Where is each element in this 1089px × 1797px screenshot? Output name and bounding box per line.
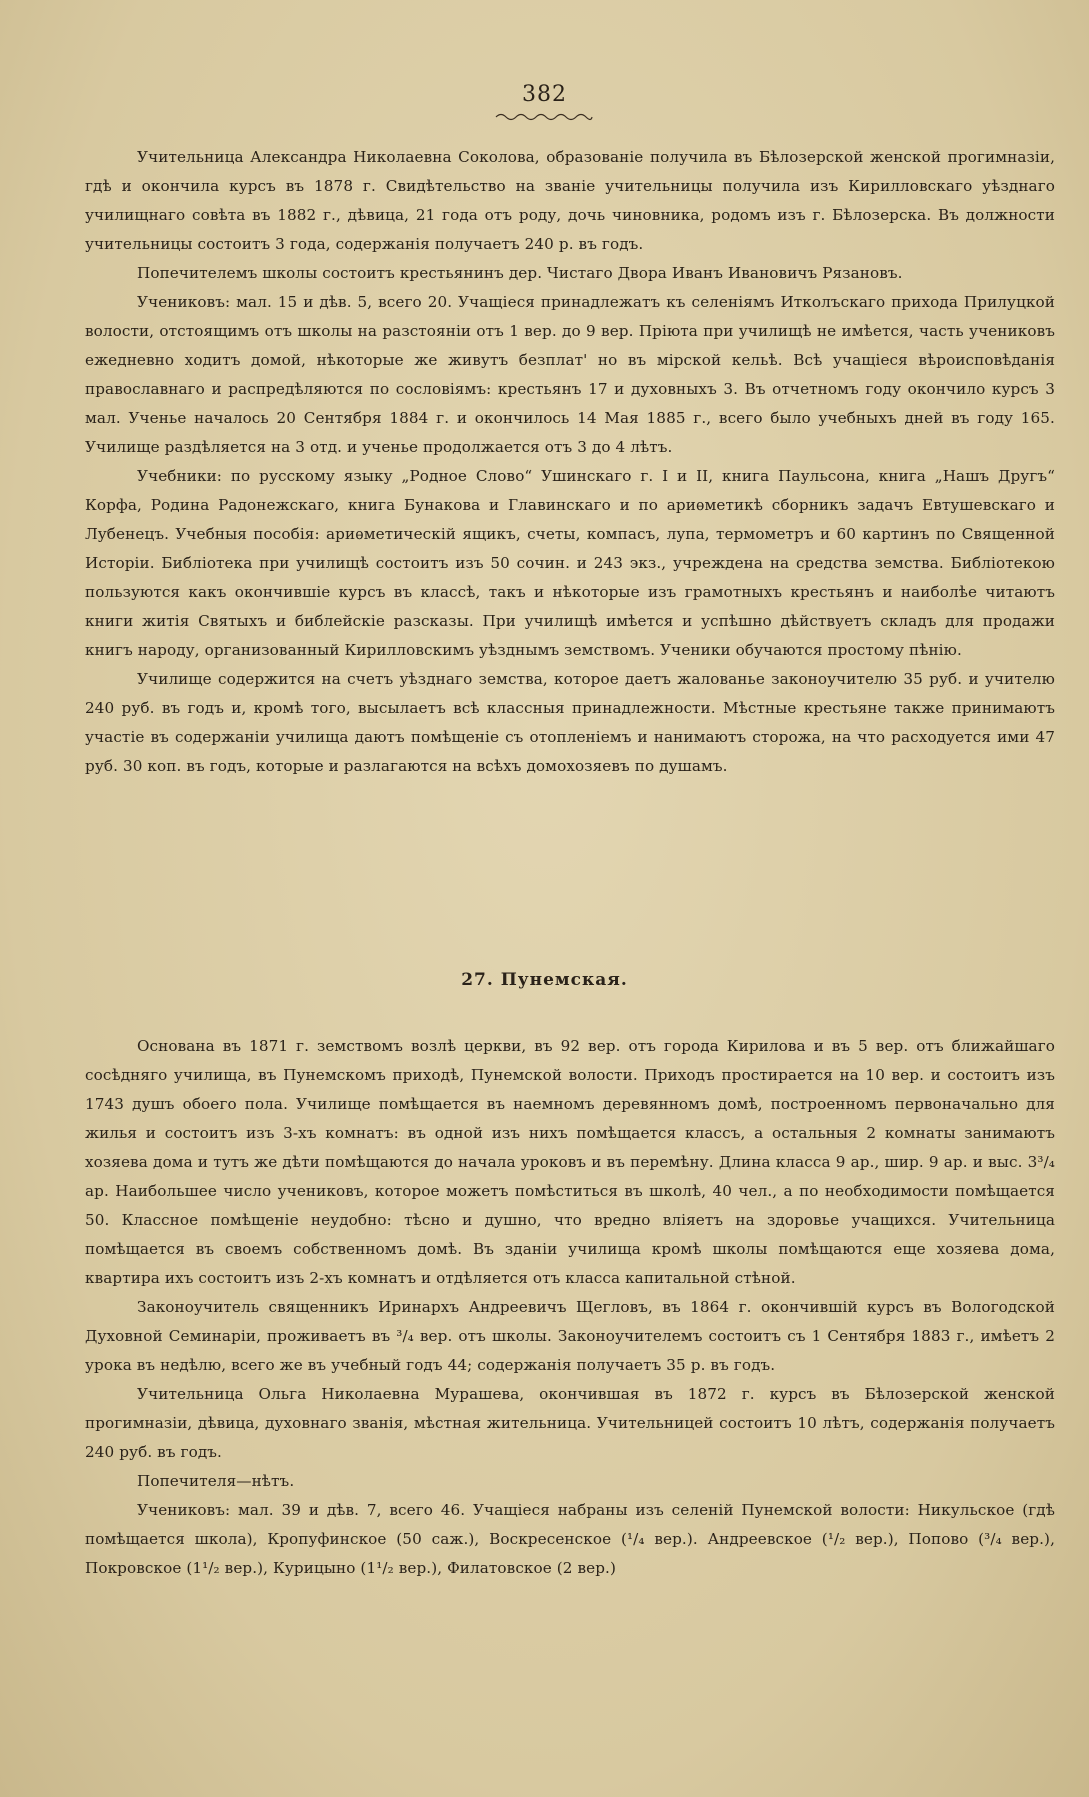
paragraph: Законоучитель священникъ Иринархъ Андреевичъ Щегловъ, въ 1864 г. окончившій курсъ въ Вологодской Духовной Семинаріи, проживаетъ въ ³/₄ вер. отъ школы. Законоучителемъ состоитъ съ 1 Сентября 1883 г., имѣетъ 2 урока въ недѣлю, всего же въ учебный годъ 44; содержанія получаетъ 35 р. въ годъ.	[85, 1298, 1055, 1374]
section-1-body	[85, 143, 1055, 781]
section-2-body	[85, 1032, 1055, 1583]
paragraph: Попечителя—нѣтъ.	[137, 1472, 295, 1490]
paragraph: Учениковъ: мал. 15 и дѣв. 5, всего 20. Учащіеся принадлежатъ къ селеніямъ Итколъскаго прихода Прилуцкой волости, отстоящимъ отъ школы на разстояніи отъ 1 вер. до 9 вер. Пріюта при училищѣ не имѣется, часть учениковъ ежедневно ходитъ домой, нѣкоторые же живутъ безплат' но въ мірской кельѣ. Всѣ учащіеся вѣроисповѣданія православнаго и распредѣляются по сословіямъ: крестьянъ 17 и духовныхъ 3. Въ отчетномъ году окончило курсъ 3 мал. Ученье началось 20 Сентября 1884 г. и окончилось 14 Мая 1885 г., всего было учебныхъ дней въ году 165. Училище раздѣляется на 3 отд. и ученье продолжается отъ 3 до 4 лѣтъ.	[85, 293, 1055, 456]
paragraph: Учениковъ: мал. 39 и дѣв. 7, всего 46. Учащіеся набраны изъ селеній Пунемской волости: Никульское (гдѣ помѣщается школа), Кропуфинское (50 саж.), Воскресенское (¹/₄ вер.). Андреевское (¹/₂ вер.), Попово (³/₄ вер.), Покровское (1¹/₂ вер.), Курицыно (1¹/₂ вер.), Филатовское (2 вер.)	[85, 1501, 1055, 1577]
ornament-divider	[494, 112, 594, 122]
paragraph: Учебники: по русскому языку „Родное Слово“ Ушинскаго г. I и II, книга Паульсона, книга „Нашъ Другъ“ Корфа, Родина Радонежскаго, книга Бунакова и Главинскаго и по ариѳметикѣ сборникъ задачъ Евтушевскаго и Лубенецъ. Учебныя пособія: ариѳметическій ящикъ, счеты, компасъ, лупа, термометръ и 60 картинъ по Священной Исторіи. Библіотека при училищѣ состоитъ изъ 50 сочин. и 243 экз., учреждена на средства земства. Библіотекою пользуются какъ окончившіе курсъ въ классѣ, такъ и нѣкоторые изъ грамотныхъ крестьянъ и наиболѣе читаютъ книги житія Святыхъ и библейскіе разсказы. При училищѣ имѣется и успѣшно дѣйствуетъ складъ для продажи книгъ народу, организованный Кирилловскимъ уѣзднымъ земствомъ. Ученики обучаются простому пѣнію.	[85, 467, 1055, 659]
section-heading: 27. Пунемская.	[461, 970, 628, 990]
paragraph: Попечителемъ школы состоитъ крестьянинъ дер. Чистаго Двора Иванъ Ивановичъ Рязановъ.	[137, 264, 903, 282]
paragraph: Учительница Ольга Николаевна Мурашева, окончившая въ 1872 г. курсъ въ Бѣлозерской женской прогимназіи, дѣвица, духовнаго званія, мѣстная жительница. Учительницей состоитъ 10 лѣтъ, содержанія получаетъ 240 руб. въ годъ.	[85, 1385, 1055, 1461]
paragraph: Основана въ 1871 г. земствомъ возлѣ церкви, въ 92 вер. отъ города Кирилова и въ 5 вер. отъ ближайшаго сосѣдняго училища, въ Пунемскомъ приходѣ, Пунемской волости. Приходъ простирается на 10 вер. и состоитъ изъ 1743 душъ обоего пола. Училище помѣщается въ наемномъ деревянномъ домѣ, построенномъ первоначально для жилья и состоитъ изъ 3-хъ комнатъ: въ одной изъ нихъ помѣщается классъ, а остальныя 2 комнаты занимаютъ хозяева дома и тутъ же дѣти помѣщаются до начала уроковъ и въ перемѣну. Длина класса 9 ар., шир. 9 ар. и выс. 3³/₄ ар. Наибольшее число учениковъ, которое можетъ помѣститься въ школѣ, 40 чел., а по необходимости помѣщается 50. Классное помѣщеніе неудобно: тѣсно и душно, что вредно вліяетъ на здоровье учащихся. Учительница помѣщается въ своемъ собственномъ домѣ. Въ зданіи училища кромѣ школы помѣщаются еще хозяева дома, квартира ихъ состоитъ изъ 2-хъ комнатъ и отдѣляется отъ класса капитальной стѣной.	[85, 1037, 1055, 1287]
page-number: 382	[522, 82, 567, 107]
paragraph: Учительница Александра Николаевна Соколова, образованіе получила въ Бѣлозерской женской прогимназіи, гдѣ и окончила курсъ въ 1878 г. Свидѣтельство на званіе учительницы получила изъ Кирилловскаго уѣзднаго училищнаго совѣта въ 1882 г., дѣвица, 21 года отъ роду, дочь чиновника, родомъ изъ г. Бѣлозерска. Въ должности учительницы состоитъ 3 года, содержанія получаетъ 240 р. въ годъ.	[85, 148, 1055, 253]
paragraph: Училище содержится на счетъ уѣзднаго земства, которое даетъ жалованье законоучителю 35 руб. и учителю 240 руб. въ годъ и, кромѣ того, высылаетъ всѣ классныя принадлежности. Мѣстные крестьяне также принимаютъ участіе въ содержаніи училища даютъ помѣщеніе съ отопленіемъ и нанимаютъ сторожа, на что расходуется ими 47 руб. 30 коп. въ годъ, которые и разлагаются на всѣхъ домохозяевъ по душамъ.	[85, 670, 1055, 775]
